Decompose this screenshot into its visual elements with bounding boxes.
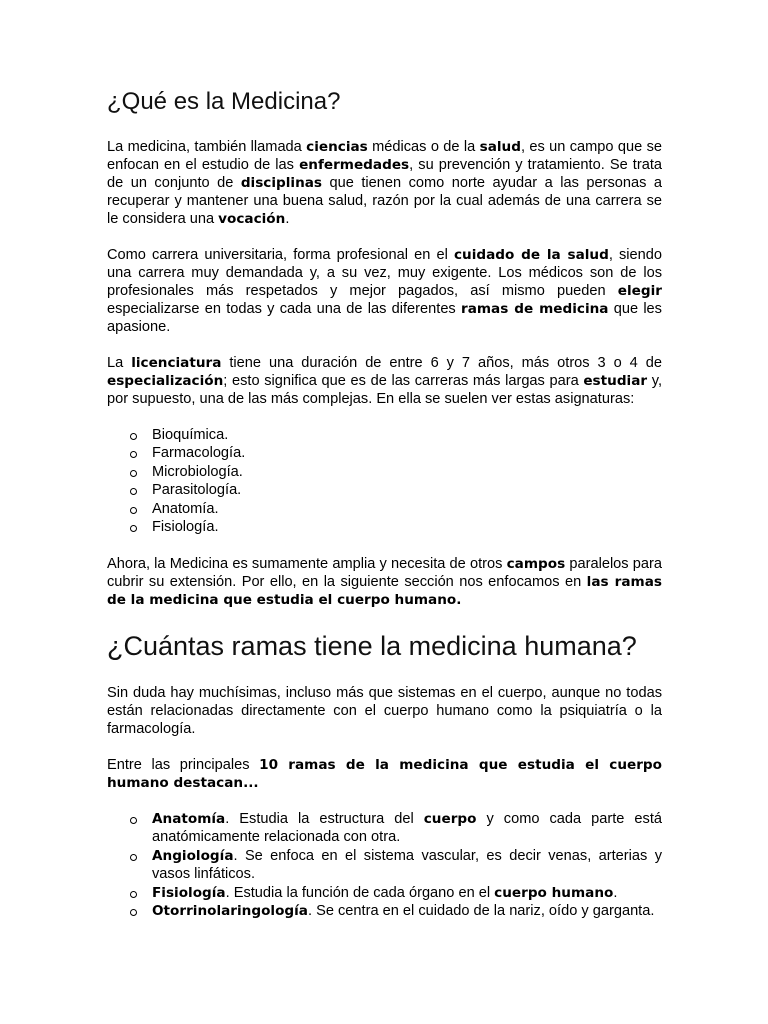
text-run: . Se centra en el cuidado de la nariz, oído y garganta. — [307, 903, 655, 920]
branches-list — [107, 810, 662, 921]
bold-text: campos — [506, 555, 566, 572]
text-run: , es un campo que se enfocan en el estudio de las — [107, 138, 663, 173]
paragraph-sin-duda — [107, 684, 662, 738]
bold-text: ramas de medicina — [460, 300, 609, 317]
circle-bullet-icon — [130, 470, 137, 477]
text-run: La — [107, 354, 132, 371]
bold-text: enfermedades — [299, 156, 410, 173]
text-run: y como cada parte está anatómicamente relacionada con otra. — [152, 810, 662, 846]
paragraph-licenciatura — [107, 354, 662, 408]
list-item — [107, 426, 662, 445]
text-run: Como carrera universitaria, forma profesional en el — [107, 246, 454, 263]
bold-text: las ramas de la medicina que estudia el cuerpo humano. — [107, 573, 662, 608]
circle-bullet-icon — [130, 433, 137, 440]
text-run: Farmacología. — [152, 445, 246, 462]
circle-bullet-icon — [130, 451, 137, 458]
heading-cuantas-ramas: ¿Cuántas ramas tiene la medicina humana? — [107, 630, 637, 661]
list-item — [107, 810, 662, 847]
paragraph-carrera — [107, 246, 662, 336]
bold-text: Angiología — [152, 847, 234, 864]
text-run: ; esto significa que es de las carreras más largas para — [223, 372, 584, 389]
subjects-list — [107, 426, 662, 537]
paragraph-campos — [107, 555, 662, 609]
text-run: Fisiología. — [152, 519, 219, 536]
bold-text: licenciatura — [131, 354, 222, 371]
heading-que-es-medicina: ¿Qué es la Medicina? — [107, 88, 341, 115]
paragraph-intro — [107, 138, 662, 228]
text-run: y, por supuesto, una de las más complejas. En ella se suelen ver estas asignaturas: — [107, 372, 662, 407]
text-run: Sin duda hay muchísimas, incluso más que sistemas en el cuerpo, aunque no todas están relacionadas directamente con el cuerpo humano como la psiquiatría o la farmacología. — [107, 684, 662, 737]
circle-bullet-icon — [130, 854, 137, 861]
text-run: . — [285, 210, 290, 227]
circle-bullet-icon — [130, 488, 137, 495]
text-run: paralelos para cubrir su extensión. Por ello, en la siguiente sección nos enfocamos en — [107, 555, 662, 590]
list-item — [107, 481, 662, 500]
list-item — [107, 847, 662, 884]
text-run: especializarse en todas y cada una de las diferentes — [107, 300, 461, 317]
bold-text: estudiar — [583, 372, 648, 389]
circle-bullet-icon — [130, 507, 137, 514]
text-run: Parasitología. — [152, 482, 242, 499]
text-run: tiene una duración de entre 6 y 7 años, más otros 3 o 4 de — [221, 354, 662, 371]
text-run: que tienen como norte ayudar a las personas a recuperar y mantener una buena salud, razón por la cual además de una carrera se le considera una — [107, 174, 663, 227]
bold-text: ciencias — [306, 138, 368, 155]
paragraph-principales — [107, 756, 662, 792]
text-run: . Se enfoca en el sistema vascular, es decir venas, arterias y vasos linfáticos. — [152, 847, 662, 883]
text-run: Anatomía. — [152, 500, 219, 517]
circle-bullet-icon — [130, 817, 137, 824]
list-item — [107, 518, 662, 537]
bold-text: cuidado de la salud — [453, 246, 609, 263]
text-run: que les apasione. — [107, 300, 662, 335]
text-run: . Estudia la función de cada órgano en el — [225, 884, 495, 901]
text-run: Microbiología. — [152, 463, 243, 480]
text-run: , su prevención y tratamiento. Se trata de un conjunto de — [107, 156, 662, 191]
bold-text: vocación — [218, 210, 286, 227]
list-item — [107, 500, 662, 519]
text-run: , siendo una carrera muy demandada y, a su vez, muy exigente. Los médicos son de los profesionales más respetados y mejor pagados, así mismo pueden — [107, 246, 662, 299]
bold-text: elegir — [617, 282, 662, 299]
bold-text: Otorrinolaringología — [152, 903, 308, 920]
text-run: Ahora, la Medicina es sumamente amplia y necesita de otros — [107, 555, 507, 572]
bold-text: cuerpo humano — [494, 884, 614, 901]
list-item — [107, 444, 662, 463]
list-item — [107, 902, 662, 921]
list-item — [107, 884, 662, 903]
bold-text: especialización — [107, 372, 224, 389]
text-run: La medicina, también llamada — [107, 138, 307, 155]
text-run: Bioquímica. — [152, 426, 229, 443]
circle-bullet-icon — [130, 525, 137, 532]
bold-text: disciplinas — [240, 174, 323, 191]
text-run: . — [613, 884, 618, 901]
list-item — [107, 463, 662, 482]
bold-text: Anatomía — [152, 810, 226, 827]
bold-text: salud — [479, 138, 521, 155]
bold-text: 10 ramas de la medicina que estudia el cuerpo humano destacan... — [107, 756, 662, 791]
text-run: Entre las principales — [107, 756, 260, 773]
text-run: . Estudia la estructura del — [225, 810, 424, 827]
bold-text: cuerpo — [423, 810, 477, 827]
circle-bullet-icon — [130, 909, 137, 916]
text-run: médicas o de la — [367, 138, 480, 155]
bold-text: Fisiología — [152, 884, 226, 901]
circle-bullet-icon — [130, 891, 137, 898]
